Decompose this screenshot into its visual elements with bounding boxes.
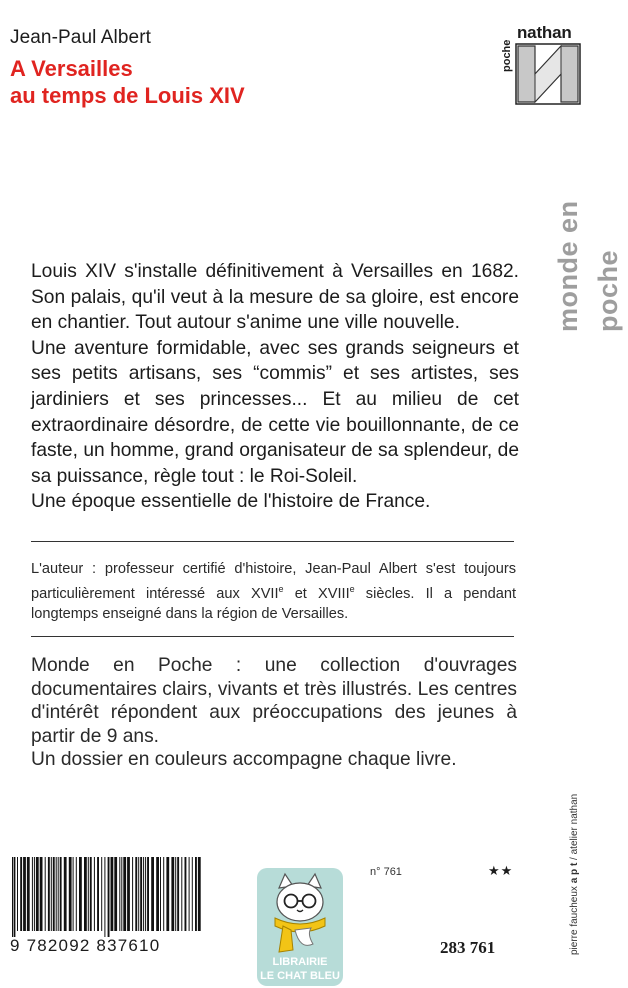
barcode-digits: 9 782092 837610 bbox=[10, 936, 161, 955]
design-credit: pierre faucheux a p t / atelier nathan bbox=[569, 793, 580, 955]
sticker-line-1: LIBRAIRIE bbox=[272, 956, 328, 968]
isbn-barcode bbox=[10, 857, 206, 937]
issue-number: n° 761 bbox=[370, 866, 402, 878]
logo-poche-text: poche bbox=[501, 39, 513, 72]
title-line-2: au temps de Louis XIV bbox=[10, 83, 245, 108]
collection-paragraph: Monde en Poche : une collection d'ouvrages documentaires clairs, vivants et très illustrés. Les centres d'intérêt répondent aux préoccupations des jeunes à partir de 9 ans. bbox=[31, 655, 517, 747]
series-spine-label: monde en poche bbox=[553, 200, 623, 332]
sticker-line-2: LE CHAT BLEU bbox=[260, 970, 340, 982]
cat-mascot-icon bbox=[257, 870, 343, 956]
blurb-paragraph: Louis XIV s'installe définitivement à Versailles en 1682. Son palais, qu'il veut à la mesure de sa gloire, est encore en chantier. Tout autour s'anime une ville nouvelle. bbox=[31, 261, 519, 334]
collection-paragraph: Un dossier en couleurs accompagne chaque livre. bbox=[31, 749, 457, 770]
collection-description bbox=[31, 654, 517, 772]
author-name: Jean-Paul Albert bbox=[10, 27, 152, 48]
rating-stars: ★★ bbox=[488, 863, 514, 878]
logo-nathan-text: nathan bbox=[517, 23, 572, 42]
blurb-paragraph: Une époque essentielle de l'histoire de France. bbox=[31, 491, 431, 513]
nathan-poche-logo bbox=[500, 20, 582, 108]
n-letter-icon bbox=[515, 43, 581, 105]
divider-rule bbox=[31, 541, 514, 542]
price-code: 283 761 bbox=[440, 938, 496, 957]
bookshop-sticker bbox=[257, 868, 343, 986]
about-author: L'auteur : professeur certifié d'histoire, Jean-Paul Albert s'est toujours particulièrement intéressé aux XVIIe et XVIIIe siècles. Il a pendant longtemps enseigné dans la région de Versailles. bbox=[31, 561, 517, 622]
book-blurb bbox=[31, 259, 519, 515]
divider-rule bbox=[31, 636, 514, 637]
title-line-1: A Versailles bbox=[10, 56, 133, 81]
book-title bbox=[10, 55, 245, 109]
blurb-paragraph: Une aventure formidable, avec ses grands seigneurs et ses petits artisans, ses “commis” et ses artistes, ses jardiniers et ses princesses... Et au milieu de cet extraordinaire désordre, de cette vie bouillonnante, de ce faste, un homme, grand organisateur de sa splendeur, de sa puissance, règle tout : le Roi-Soleil. bbox=[31, 337, 519, 487]
